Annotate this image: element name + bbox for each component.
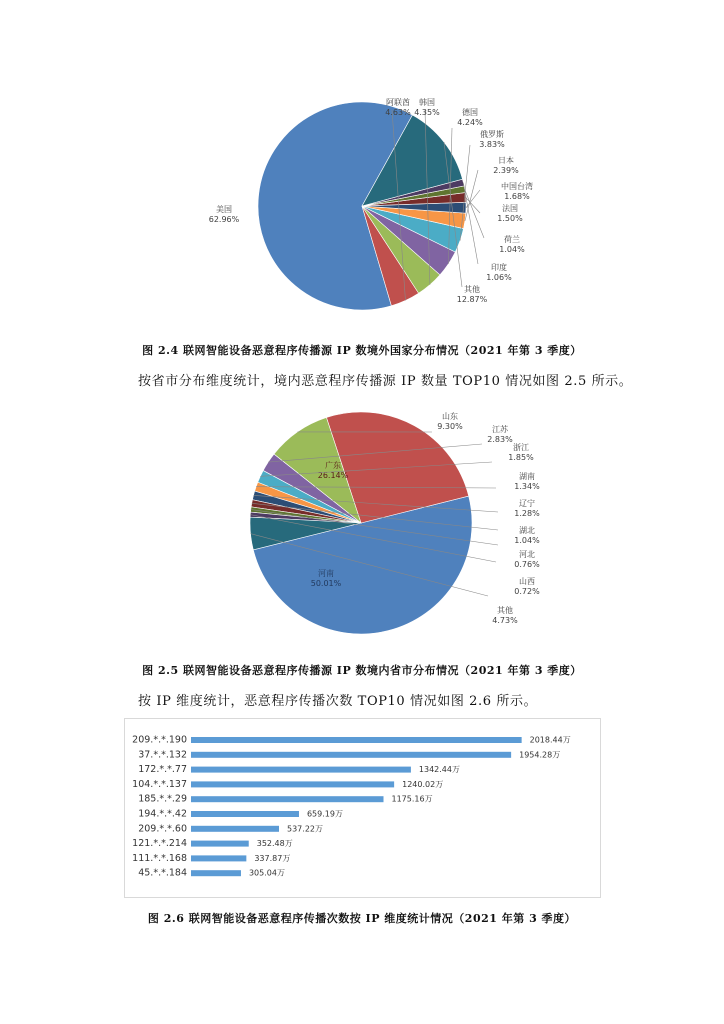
bar [191, 870, 241, 876]
pie1-slice-label: 美国 [216, 205, 232, 214]
pie-chart-2-4 [0, 80, 724, 320]
pie1-leader-line [465, 189, 484, 238]
bar-category-label: 209.*.*.60 [138, 823, 187, 835]
bar [191, 826, 279, 832]
bar-value-label: 352.48万 [256, 839, 293, 849]
bar-category-label: 209.*.*.190 [132, 734, 187, 746]
pie2-slice-label: 广东 [325, 461, 341, 470]
pie1-slice-label: 其他 [464, 285, 480, 294]
pie1-slice-value: 4.63% [385, 108, 411, 117]
pie1-slice-value: 1.04% [499, 245, 525, 254]
pie1-slice-value: 62.96% [208, 215, 240, 224]
bar [191, 781, 394, 787]
bar-value-label: 305.04万 [248, 868, 285, 878]
bar-value-label: 1342.44万 [418, 765, 460, 775]
bar-category-label: 172.*.*.77 [138, 764, 187, 776]
pie2-slice-value: 2.83% [487, 435, 513, 444]
bar-value-label: 659.19万 [306, 809, 343, 819]
pie2-slice-value: 1.34% [514, 482, 540, 491]
pie2-slice-label: 山东 [442, 412, 458, 421]
pie1-leader-line [463, 183, 478, 264]
bar-category-label: 121.*.*.214 [132, 838, 187, 850]
pie1-slice-value: 1.68% [504, 192, 530, 201]
pie1-slice-label: 韩国 [419, 98, 435, 107]
bar [191, 841, 249, 847]
figure-2-4-caption: 图 2.4 联网智能设备恶意程序传播源 IP 数境外国家分布情况（2021 年第 3 季度） [142, 344, 582, 357]
pie2-slice-label: 其他 [497, 606, 513, 615]
pie2-slice-value: 0.72% [514, 587, 540, 596]
pie2-slice-value: 0.76% [514, 560, 540, 569]
bar [191, 737, 522, 743]
bar-value-label: 1175.16万 [391, 794, 433, 804]
pie-chart-2-5 [0, 400, 724, 640]
paragraph-1: 按省市分布维度统计，境内恶意程序传播源 IP 数量 TOP10 情况如图 2.5 所示。 [138, 374, 633, 389]
pie2-slice-value: 4.73% [492, 616, 518, 625]
paragraph-2: 按 IP 维度统计，恶意程序传播次数 TOP10 情况如图 2.6 所示。 [138, 694, 538, 709]
bar-category-label: 194.*.*.42 [138, 808, 187, 820]
pie1-slice-label: 德国 [462, 108, 478, 117]
pie2-slice-value: 1.85% [508, 453, 534, 462]
pie1-slice-value: 4.35% [414, 108, 440, 117]
bar-value-label: 1240.02万 [402, 779, 444, 789]
pie2-slice-label: 河南 [318, 569, 334, 578]
bar [191, 811, 299, 817]
bar-value-label: 537.22万 [287, 824, 324, 834]
bar-category-label: 111.*.*.168 [132, 852, 187, 864]
pie1-slice-value: 1.50% [497, 214, 523, 223]
pie2-slice-value: 50.01% [310, 579, 342, 588]
bar [191, 752, 511, 758]
pie1-slice-value: 2.39% [493, 166, 519, 175]
bar-value-label: 2018.44万 [529, 735, 571, 745]
pie2-slice-label: 河北 [519, 550, 535, 559]
pie1-slice-label: 法国 [502, 204, 518, 213]
pie2-slice-label: 辽宁 [519, 499, 535, 508]
pie1-slice-label: 阿联酋 [386, 98, 410, 107]
pie2-slice-label: 浙江 [513, 443, 529, 452]
figure-2-5-caption: 图 2.5 联网智能设备恶意程序传播源 IP 数境内省市分布情况（2021 年第 3 季度） [142, 664, 582, 677]
pie2-slice-value: 9.30% [437, 422, 463, 431]
bar-value-label: 337.87万 [254, 853, 291, 863]
figure-2-6-caption: 图 2.6 联网智能设备恶意程序传播次数按 IP 维度统计情况（2021 年第 3 季度） [147, 912, 577, 925]
pie2-slice-value: 1.04% [514, 536, 540, 545]
pie1-slice-value: 12.87% [456, 295, 488, 304]
bar-chart-frame [124, 718, 601, 898]
pie1-slice-value: 3.83% [479, 140, 505, 149]
pie1-slice-value: 1.06% [486, 273, 512, 282]
bar [191, 855, 246, 861]
pie1-slice-label: 印度 [491, 263, 507, 272]
bar [191, 767, 411, 773]
bar-value-label: 1954.28万 [519, 750, 561, 760]
pie2-slice-label: 江苏 [492, 425, 508, 434]
bar-category-label: 45.*.*.184 [138, 867, 187, 879]
pie2-slice-value: 26.14% [317, 471, 349, 480]
pie1-slice-label: 日本 [498, 156, 514, 165]
bar-category-label: 185.*.*.29 [138, 793, 187, 805]
pie1-slice-value: 4.24% [457, 118, 483, 127]
bar [191, 796, 384, 802]
pie2-slice-label: 山西 [519, 577, 535, 586]
bar-category-label: 37.*.*.132 [138, 749, 187, 761]
pie1-slice-label: 俄罗斯 [480, 130, 504, 139]
bar-chart-2-6 [125, 719, 600, 897]
pie1-slice-label: 中国台湾 [501, 182, 533, 191]
pie2-slice-label: 湖南 [519, 472, 535, 481]
pie1-slice-label: 荷兰 [504, 235, 520, 244]
pie2-slice-value: 1.28% [514, 509, 540, 518]
pie2-slice-label: 湖北 [519, 526, 535, 535]
bar-category-label: 104.*.*.137 [132, 778, 187, 790]
